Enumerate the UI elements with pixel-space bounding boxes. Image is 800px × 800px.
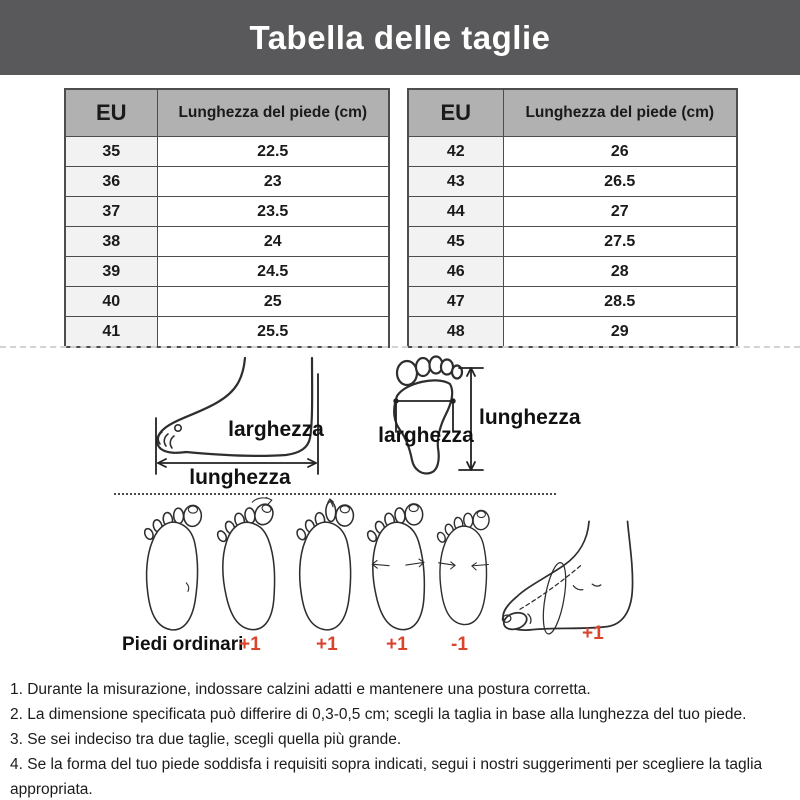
foot-length-cell: 29 (503, 317, 737, 348)
note-item: 4. Se la forma del tuo piede soddisfa i requisiti sopra indicati, segui i nostri suggerimenti per scegliere la taglia appropriata. (10, 756, 763, 798)
size-table-left (64, 88, 390, 348)
eu-size-cell: 45 (408, 227, 503, 257)
top-view-foot-illustration (378, 358, 581, 478)
note-item: 1. Durante la misurazione, indossare calzini adatti e mantenere una postura corretta. (10, 681, 591, 698)
alignment-dotted-line (114, 493, 556, 495)
table-row (408, 257, 737, 287)
column-header: Lunghezza del piede (cm) (503, 89, 737, 137)
foot-length-cell: 24 (157, 227, 389, 257)
high-instep-foot-illustration (498, 518, 655, 644)
adjustment-label: -1 (451, 634, 468, 655)
top-length-label: lunghezza (479, 406, 581, 429)
foot-length-cell: 28 (503, 257, 737, 287)
top-width-label: larghezza (378, 424, 474, 447)
eu-size-cell: 41 (65, 317, 157, 348)
eu-size-cell: 35 (65, 137, 157, 167)
long-second-toe-foot-illustration (288, 495, 363, 642)
fitting-notes (10, 677, 794, 800)
table-row (408, 227, 737, 257)
ordinary-feet-label: Piedi ordinari (122, 634, 244, 655)
eu-size-cell: 47 (408, 287, 503, 317)
eu-size-cell: 39 (65, 257, 157, 287)
foot-length-cell: 26.5 (503, 167, 737, 197)
eu-size-cell: 46 (408, 257, 503, 287)
adjustment-label: +1 (316, 634, 338, 655)
note-item: 3. Se sei indeciso tra due taglie, scegli quella più grande. (10, 731, 402, 748)
title-banner (0, 0, 800, 75)
adjustment-label: +1 (386, 634, 408, 655)
size-table (407, 88, 738, 348)
foot-length-cell: 28.5 (503, 287, 737, 317)
adjustment-label: +1 (582, 623, 604, 644)
foot-length-cell: 27.5 (503, 227, 737, 257)
side-view-foot-illustration (148, 356, 343, 488)
eu-size-cell: 43 (408, 167, 503, 197)
size-table-right (407, 88, 738, 348)
column-header: EU (408, 89, 503, 137)
side-length-label: lunghezza (189, 466, 291, 489)
eu-size-cell: 48 (408, 317, 503, 348)
eu-size-cell: 40 (65, 287, 157, 317)
eu-size-cell: 38 (65, 227, 157, 257)
eu-size-cell: 42 (408, 137, 503, 167)
table-row (408, 137, 737, 167)
column-header: Lunghezza del piede (cm) (157, 89, 389, 137)
table-row (65, 167, 389, 197)
bunion-foot-illustration (211, 495, 286, 642)
wide-foot-illustration (361, 495, 436, 642)
adjustment-label: +1 (239, 634, 261, 655)
table-row (408, 287, 737, 317)
foot-length-cell: 26 (503, 137, 737, 167)
table-row (408, 167, 737, 197)
table-row (65, 317, 389, 348)
page-title: Tabella delle taglie (249, 18, 551, 56)
table-row (65, 287, 389, 317)
ordinary-foot-illustration (134, 494, 211, 642)
table-row (65, 137, 389, 167)
side-width-label: larghezza (228, 418, 324, 441)
foot-length-cell: 23 (157, 167, 389, 197)
foot-length-cell: 25.5 (157, 317, 389, 348)
foot-length-cell: 25 (157, 287, 389, 317)
eu-size-cell: 36 (65, 167, 157, 197)
foot-length-cell: 27 (503, 197, 737, 227)
foot-length-cell: 22.5 (157, 137, 389, 167)
size-table (64, 88, 390, 348)
eu-size-cell: 37 (65, 197, 157, 227)
table-row (65, 257, 389, 287)
table-row (408, 317, 737, 348)
foot-length-cell: 24.5 (157, 257, 389, 287)
column-header: EU (65, 89, 157, 137)
table-row (408, 197, 737, 227)
note-item: 2. La dimensione specificata può differire di 0,3-0,5 cm; scegli la taglia in base alla lunghezza del tuo piede. (10, 706, 747, 723)
table-row (65, 227, 389, 257)
foot-length-cell: 23.5 (157, 197, 389, 227)
dashed-divider (0, 346, 800, 348)
table-row (65, 197, 389, 227)
narrow-foot-illustration (429, 495, 498, 642)
eu-size-cell: 44 (408, 197, 503, 227)
